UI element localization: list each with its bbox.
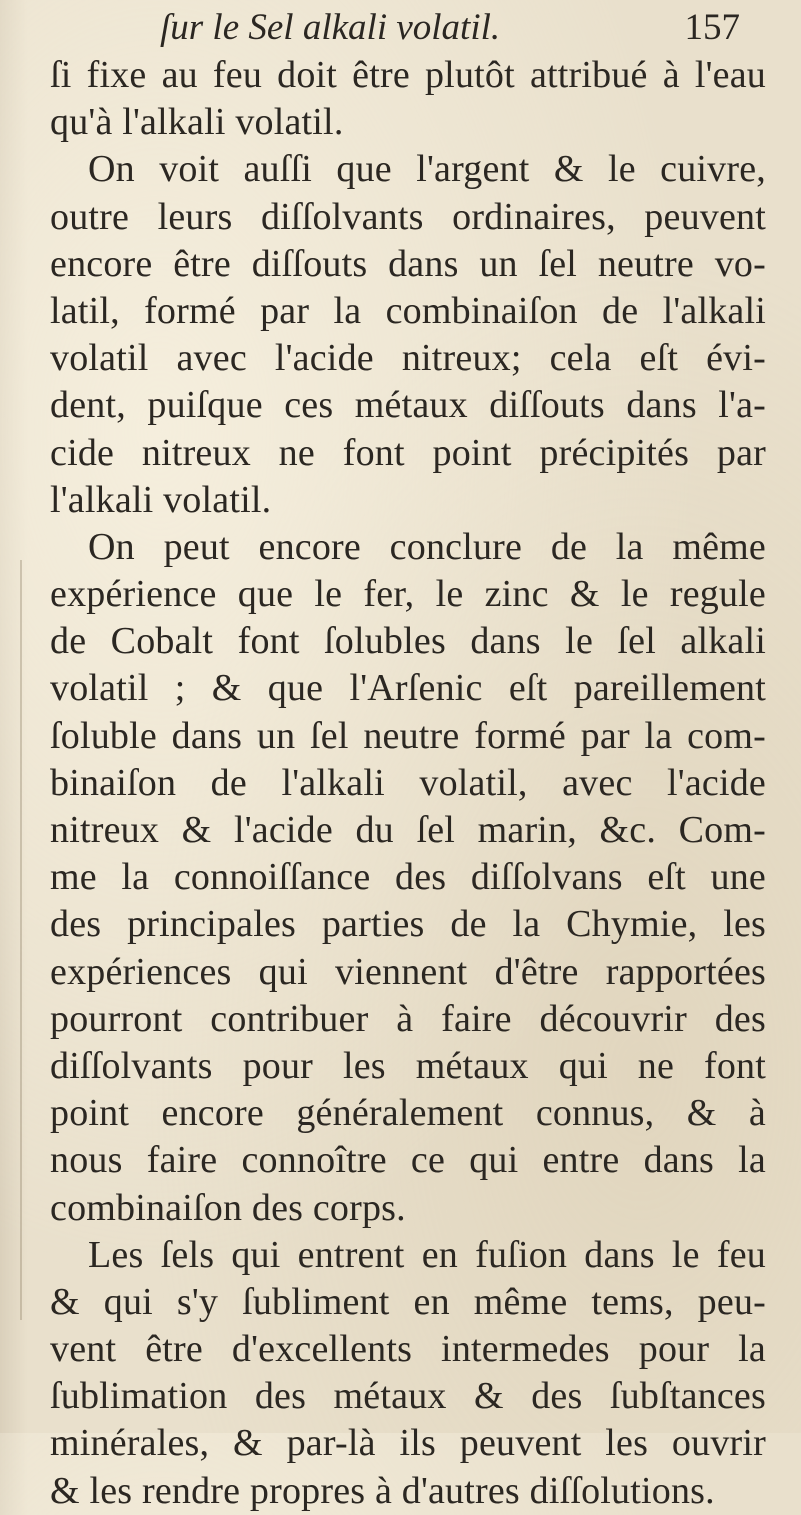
- text-line: ſublimation des métaux & des ſubſtances: [50, 1375, 766, 1418]
- page-header: [160, 8, 740, 48]
- page-gutter-shadow: [20, 560, 22, 1320]
- text-line: outre leurs diſſolvants ordinaires, peuvent: [50, 195, 766, 238]
- text-line: combinaiſon des corps.: [50, 1186, 406, 1229]
- text-line: diſſolvants pour les métaux qui ne font: [50, 1044, 766, 1087]
- text-line: Les ſels qui entrent en fuſion dans le feu: [88, 1233, 766, 1276]
- text-line: volatil ; & que l'Arſenic eſt pareillement: [50, 667, 766, 710]
- text-line: On voit auſſi que l'argent & le cuivre,: [88, 148, 766, 191]
- text-line: expériences qui viennent d'être rapportées: [50, 950, 766, 993]
- text-line: des principales parties de la Chymie, les: [50, 903, 766, 946]
- text-line: cide nitreux ne font point précipités par: [50, 431, 766, 474]
- text-line: binaiſon de l'alkali volatil, avec l'acide: [50, 761, 766, 804]
- text-line: ſi fixe au feu doit être plutôt attribué à l'eau: [50, 54, 766, 96]
- text-line: l'alkali volatil.: [50, 478, 272, 521]
- text-line: latil, formé par la combinaiſon de l'alkali: [50, 289, 766, 332]
- text-line: nous faire connoître ce qui entre dans la: [50, 1139, 766, 1182]
- text-line: nitreux & l'acide du ſel marin, &c. Com-: [50, 809, 766, 851]
- text-line: me la connoiſſance des diſſolvans eſt une: [50, 856, 766, 899]
- text-line: minérales, & par-là ils peuvent les ouvrir: [50, 1422, 766, 1465]
- text-line: volatil avec l'acide nitreux; cela eſt évi-: [50, 337, 766, 380]
- text-line: encore être diſſouts dans un ſel neutre vo-: [50, 242, 766, 285]
- text-line: On peut encore conclure de la même: [88, 525, 766, 568]
- text-line: qu'à l'alkali volatil.: [50, 101, 344, 144]
- text-line: & qui s'y ſubliment en même tems, peu-: [50, 1280, 766, 1323]
- text-line: pourront contribuer à faire découvrir des: [50, 997, 766, 1040]
- body-text: [50, 52, 766, 1515]
- text-line: vent être d'excellents intermedes pour la: [50, 1328, 766, 1371]
- text-line: point encore généralement connus, & à: [50, 1092, 766, 1135]
- text-line: de Cobalt font ſolubles dans le ſel alkali: [50, 620, 766, 663]
- text-line: dent, puiſque ces métaux diſſouts dans l'a-: [50, 384, 766, 427]
- text-line: expérience que le fer, le zinc & le regule: [50, 573, 766, 616]
- running-title: ſur le Sel alkali volatil.: [160, 7, 501, 48]
- text-line: ſoluble dans un ſel neutre formé par la com-: [50, 714, 766, 757]
- page-number: 157: [684, 7, 740, 48]
- text-line: & les rendre propres à d'autres diſſolutions.: [50, 1469, 715, 1512]
